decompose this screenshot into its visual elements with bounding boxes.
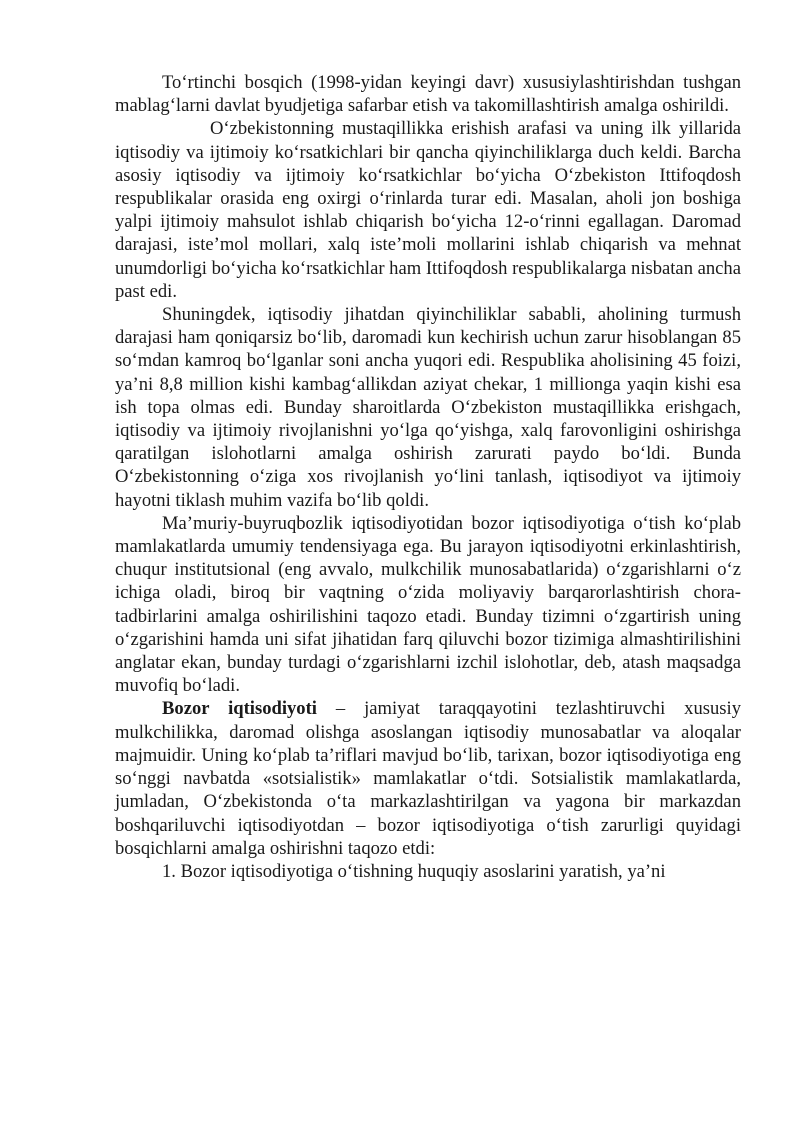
paragraph-list-item-1: 1. Bozor iqtisodiyotiga o‘tishning huquqiy asoslarini yaratish, ya’ni — [162, 860, 666, 882]
definition-text: – jamiyat taraqqayotini tezlashtiruvchi xususiy mulkchilikka, daromad olishga asoslangan iqtisodiy munosabatlar va aloqalar majmuidir. Uning ko‘plab ta’riflari mavjud bo‘lib, tarixan, bozor iqtisodiyotiga eng so‘nggi navbatda «sotsialistik» mamlakatlar o‘tdi. Sotsialistik mamlakatlarda, jumladan, O‘zbekistonda o‘ta markazlashtirilgan va yagona bir markazdan boshqariluvchi iqtisodiyotdan – bozor iqtisodiyotiga o‘tish zarurligi quyidagi bosqichlarni amalga oshirishni taqozo etdi: — [115, 698, 742, 859]
paragraph-fourth-stage: To‘rtinchi bosqich (1998-yidan keyingi davr) xususiylashtirishdan tushgan mablag‘larni davlat byudjetiga safarbar etish va takomillashtirish amalga oshirildi. — [115, 72, 741, 117]
paragraph-independence-eve: O‘zbekistonning mustaqillikka erishish arafasi va uning ilk yillarida iqtisodiy va ijtimoiy ko‘rsatkichlari bir qancha qiyinchiliklarga duch keldi. Barcha asosiy iqtisodiy va ijtimoiy ko‘rsatkichlar bo‘yicha O‘zbekiston Ittifoqdosh respublikalar orasida eng oxirgi o‘rinlarda turar edi. Masalan, aholi jon boshiga yalpi ijtimoiy mahsulot ishlab chiqarish bo‘yicha 12-o‘rinni egallagan. Daromad darajasi, iste’mol mollari, xalq iste’moli mollarini ishlab chiqarish va mehnat unumdorligi bo‘yicha ko‘rsatkichlar ham Ittifoqdosh respublikalarga nisbatan ancha past edi. — [115, 118, 741, 302]
paragraph-living-standards: Shuningdek, iqtisodiy jihatdan qiyinchiliklar sababli, aholining turmush darajasi ham qoniqarsiz bo‘lib, daromadi kun kechirish uchun zarur hisoblangan 85 so‘mdan kamroq bo‘lganlar soni ancha yuqori edi. Respublika aholisining 45 foizi, ya’ni 8,8 million kishi kambag‘allikdan aziyat chekar, 1 millionga yaqin kishi esa ish topa olmas edi. Bunday sharoitlarda O‘zbekiston mustaqillikka erishgach, iqtisodiy va ijtimoiy rivojlanishni yo‘lga qo‘yishga, xalq farovonligini oshirishga qaratilgan islohotlarni amalga oshirish zarurati paydo bo‘ldi. Bunda O‘zbekistonning o‘ziga xos rivojlanish yo‘lini tanlash, iqtisodiyot va ijtimoiy hayotni tiklash muhim vazifa bo‘lib qoldi. — [115, 304, 741, 511]
paragraph-transition-tendency: Ma’muriy-buyruqbozlik iqtisodiyotidan bozor iqtisodiyotiga o‘tish ko‘plab mamlakatlarda umumiy tendensiyaga ega. Bu jarayon iqtisodiyotni erkinlashtirish, chuqur institutsional (eng avvalo, mulkchilik munosabatlarida) o‘zgarishlarni o‘z ichiga oladi, biroq bir vaqtning o‘zida moliyaviy barqarorlashtirish chora-tadbirlarini amalga oshirilishini taqozo etadi. Bunday tizimni o‘zgartirish uning o‘zgarishini hamda uni sifat jihatidan farq qiluvchi bozor tizimiga almashtirilishini anglatar ekan, bunday turdagi o‘zgarishlarni izchil islohotlar, deb, atash maqsadga muvofiq bo‘ladi. — [115, 512, 741, 697]
paragraph-market-economy-definition — [115, 697, 741, 859]
term-market-economy: Bozor iqtisodiyoti — [162, 698, 317, 720]
document-page — [115, 71, 741, 883]
